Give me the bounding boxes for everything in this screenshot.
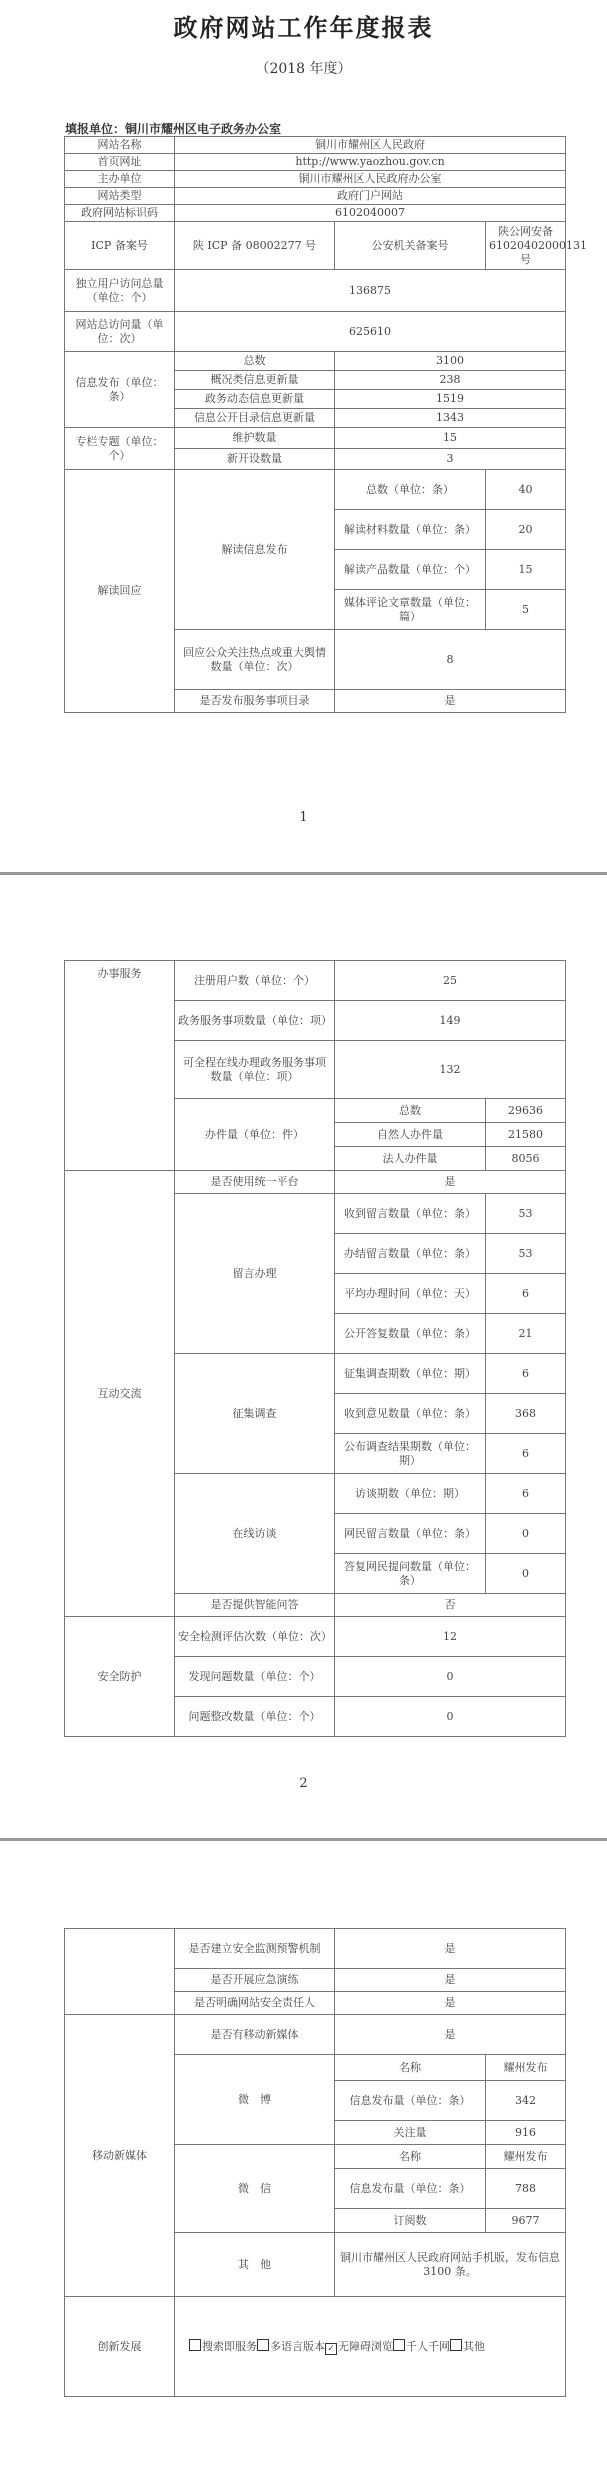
msg-avg-label: 平均办理时间（单位：天）	[335, 1274, 486, 1314]
service-label: 办事服务	[65, 961, 175, 1171]
mobile-has: 是	[335, 2015, 566, 2055]
checkbox-icon[interactable]	[257, 2339, 269, 2351]
police-number: 陕公网安备61020402000131 号	[486, 222, 566, 270]
info-public-label: 信息公开目录信息更新量	[175, 409, 335, 428]
wechat-posts: 788	[486, 2169, 566, 2209]
other-label: 其 他	[175, 2233, 335, 2297]
wechat-name-label: 名称	[335, 2145, 486, 2169]
msg-avg: 6	[486, 1274, 566, 1314]
innovation-option-label: 其他	[463, 2339, 485, 2353]
checked-checkbox-icon[interactable]: ✓	[325, 2343, 337, 2355]
service-items: 149	[335, 1001, 566, 1041]
wechat-subs-label: 订阅数	[335, 2209, 486, 2233]
weibo-name: 耀州发布	[486, 2055, 566, 2081]
service-reg: 25	[335, 961, 566, 1001]
mobile-has-label: 是否有移动新媒体	[175, 2015, 335, 2055]
interpret-product-label: 解读产品数量（单位：个）	[335, 550, 486, 590]
page-number-2: 2	[299, 1776, 308, 1791]
smart-qa-label: 是否提供智能问答	[175, 1594, 335, 1617]
interpret-respond-label: 回应公众关注热点或重大舆情数量（单位：次）	[175, 630, 335, 690]
volume-legal-label: 法人办件量	[335, 1147, 486, 1171]
column-maintain-label: 维护数量	[175, 428, 335, 449]
talk-answers-label: 答复网民提问数量（单位：条）	[335, 1554, 486, 1594]
security-cont	[65, 1929, 175, 2015]
sponsor-label: 主办单位	[65, 171, 175, 188]
survey-periods-label: 征集调查期数（单位：期）	[335, 1354, 486, 1394]
msg-label: 留言办理	[175, 1194, 335, 1354]
smart-qa: 否	[335, 1594, 566, 1617]
page-views-label: 网站总访问量（单位：次）	[65, 312, 175, 352]
info-publish-label: 信息发布（单位：条）	[65, 352, 175, 428]
platform-label: 是否使用统一平台	[175, 1171, 335, 1194]
report-table-page1	[64, 136, 587, 713]
wechat-subs: 9677	[486, 2209, 566, 2233]
talk-periods-label: 访谈期数（单位：期）	[335, 1474, 486, 1514]
responsible-label: 是否明确网站安全责任人	[175, 1992, 335, 2015]
monitor-label: 是否建立安全监测预警机制	[175, 1929, 335, 1969]
security-eval: 12	[335, 1617, 566, 1657]
innovation-options	[175, 2297, 566, 2397]
info-public: 1343	[335, 409, 566, 428]
talk-periods: 6	[486, 1474, 566, 1514]
service-dir-label: 是否发布服务事项目录	[175, 690, 335, 713]
innovation-option-label: 多语言版本	[270, 2339, 325, 2353]
volume-person: 21580	[486, 1123, 566, 1147]
talk-msgs-label: 网民留言数量（单位：条）	[335, 1514, 486, 1554]
sponsor: 铜川市耀州区人民政府办公室	[175, 171, 566, 188]
wechat-name: 耀州发布	[486, 2145, 566, 2169]
interpret-total: 40	[486, 470, 566, 510]
volume-total: 29636	[486, 1099, 566, 1123]
site-name: 铜川市耀州区人民政府	[175, 137, 566, 154]
page-number-1: 1	[299, 810, 308, 825]
security-fixed-label: 问题整改数量（单位：个）	[175, 1697, 335, 1737]
mobile-label: 移动新媒体	[65, 2015, 175, 2297]
page-divider	[0, 872, 607, 875]
survey-opinions: 368	[486, 1394, 566, 1434]
survey-periods: 6	[486, 1354, 566, 1394]
innovation-option[interactable]	[450, 2340, 485, 2353]
responsible: 是	[335, 1992, 566, 2015]
site-type: 政府门户网站	[175, 188, 566, 205]
security-eval-label: 安全检测评估次数（单位：次）	[175, 1617, 335, 1657]
talk-msgs: 0	[486, 1514, 566, 1554]
checkbox-icon[interactable]	[450, 2339, 462, 2351]
service-items-label: 政务服务事项数量（单位：项）	[175, 1001, 335, 1041]
page-views: 625610	[175, 312, 566, 352]
innovation-option-label: 无障碍浏览	[338, 2339, 393, 2353]
wechat-posts-label: 信息发布量（单位：条）	[335, 2169, 486, 2209]
interpret-total-label: 总数（单位：条）	[335, 470, 486, 510]
innovation-option[interactable]	[189, 2340, 257, 2353]
interpret-material-label: 解读材料数量（单位：条）	[335, 510, 486, 550]
security-fixed: 0	[335, 1697, 566, 1737]
wechat-label: 微 信	[175, 2145, 335, 2233]
survey-label: 征集调查	[175, 1354, 335, 1474]
report-table-page2	[64, 960, 566, 1737]
security-found-label: 发现问题数量（单位：个）	[175, 1657, 335, 1697]
weibo-posts: 342	[486, 2081, 566, 2121]
weibo-posts-label: 信息发布量（单位：条）	[335, 2081, 486, 2121]
innovation-option[interactable]	[325, 2340, 393, 2353]
police-label: 公安机关备案号	[335, 222, 486, 270]
security-label: 安全防护	[65, 1617, 175, 1737]
site-type-label: 网站类型	[65, 188, 175, 205]
msg-done-label: 办结留言数量（单位：条）	[335, 1234, 486, 1274]
weibo-label: 微 博	[175, 2055, 335, 2145]
talk-answers: 0	[486, 1554, 566, 1594]
msg-recv-label: 收到留言数量（单位：条）	[335, 1194, 486, 1234]
column-label: 专栏专题（单位：个）	[65, 428, 175, 470]
survey-results-label: 公布调查结果期数（单位：期）	[335, 1434, 486, 1474]
interpret-sub-label: 解读信息发布	[175, 470, 335, 630]
innovation-option-label: 千人千网	[406, 2339, 450, 2353]
survey-results: 6	[486, 1434, 566, 1474]
icp-label: ICP 备案号	[65, 222, 175, 270]
volume-total-label: 总数	[335, 1099, 486, 1123]
msg-reply-label: 公开答复数量（单位：条）	[335, 1314, 486, 1354]
service-dir: 是	[335, 690, 566, 713]
weibo-name-label: 名称	[335, 2055, 486, 2081]
site-code: 6102040007	[175, 205, 566, 222]
reporting-unit: 填报单位：铜川市耀州区电子政务办公室	[65, 122, 282, 136]
monitor: 是	[335, 1929, 566, 1969]
home-url: http://www.yaozhou.gov.cn	[175, 154, 566, 171]
site-code-label: 政府网站标识码	[65, 205, 175, 222]
info-dynamic: 1519	[335, 390, 566, 409]
checkbox-icon[interactable]	[189, 2339, 201, 2351]
interpret-product: 15	[486, 550, 566, 590]
icp-number: 陕 ICP 备 08002277 号	[175, 222, 335, 270]
volume-person-label: 自然人办件量	[335, 1123, 486, 1147]
unique-visitors-label: 独立用户访问总量（单位：个）	[65, 270, 175, 312]
site-name-label: 网站名称	[65, 137, 175, 154]
checkbox-icon[interactable]	[393, 2339, 405, 2351]
column-new: 3	[335, 449, 566, 470]
msg-done: 53	[486, 1234, 566, 1274]
unique-visitors: 136875	[175, 270, 566, 312]
info-dynamic-label: 政务动态信息更新量	[175, 390, 335, 409]
survey-opinions-label: 收到意见数量（单位：条）	[335, 1394, 486, 1434]
msg-recv: 53	[486, 1194, 566, 1234]
home-url-label: 首页网址	[65, 154, 175, 171]
interact-label: 互动交流	[65, 1171, 175, 1617]
msg-reply: 21	[486, 1314, 566, 1354]
column-new-label: 新开设数量	[175, 449, 335, 470]
interpret-media-label: 媒体评论文章数量（单位：篇）	[335, 590, 486, 630]
security-found: 0	[335, 1657, 566, 1697]
info-total-label: 总数	[175, 352, 335, 371]
interpret-label: 解读回应	[65, 470, 175, 713]
interpret-material: 20	[486, 510, 566, 550]
report-year: （2018 年度）	[255, 61, 352, 77]
service-volume-label: 办件量（单位：件）	[175, 1099, 335, 1171]
weibo-follow-label: 关注量	[335, 2121, 486, 2145]
service-online-label: 可全程在线办理政务服务事项数量（单位：项）	[175, 1041, 335, 1099]
report-title: 政府网站工作年度报表	[173, 13, 434, 42]
info-overview: 238	[335, 371, 566, 390]
innovation-option[interactable]	[257, 2340, 325, 2353]
column-maintain: 15	[335, 428, 566, 449]
other: 铜川市耀州区人民政府网站手机版，发布信息 3100 条。	[335, 2233, 566, 2297]
report-table-page3	[64, 1928, 566, 2397]
innovation-option-label: 搜索即服务	[202, 2339, 257, 2353]
weibo-follow: 916	[486, 2121, 566, 2145]
platform: 是	[335, 1171, 566, 1194]
info-overview-label: 概况类信息更新量	[175, 371, 335, 390]
drill: 是	[335, 1969, 566, 1992]
info-total: 3100	[335, 352, 566, 371]
service-online: 132	[335, 1041, 566, 1099]
service-reg-label: 注册用户数（单位：个）	[175, 961, 335, 1001]
innovation-option[interactable]	[393, 2340, 450, 2353]
interpret-respond: 8	[335, 630, 566, 690]
drill-label: 是否开展应急演练	[175, 1969, 335, 1992]
innovation-label: 创新发展	[65, 2297, 175, 2397]
interpret-media: 5	[486, 590, 566, 630]
volume-legal: 8056	[486, 1147, 566, 1171]
talk-label: 在线访谈	[175, 1474, 335, 1594]
page-divider-2	[0, 1838, 607, 1841]
